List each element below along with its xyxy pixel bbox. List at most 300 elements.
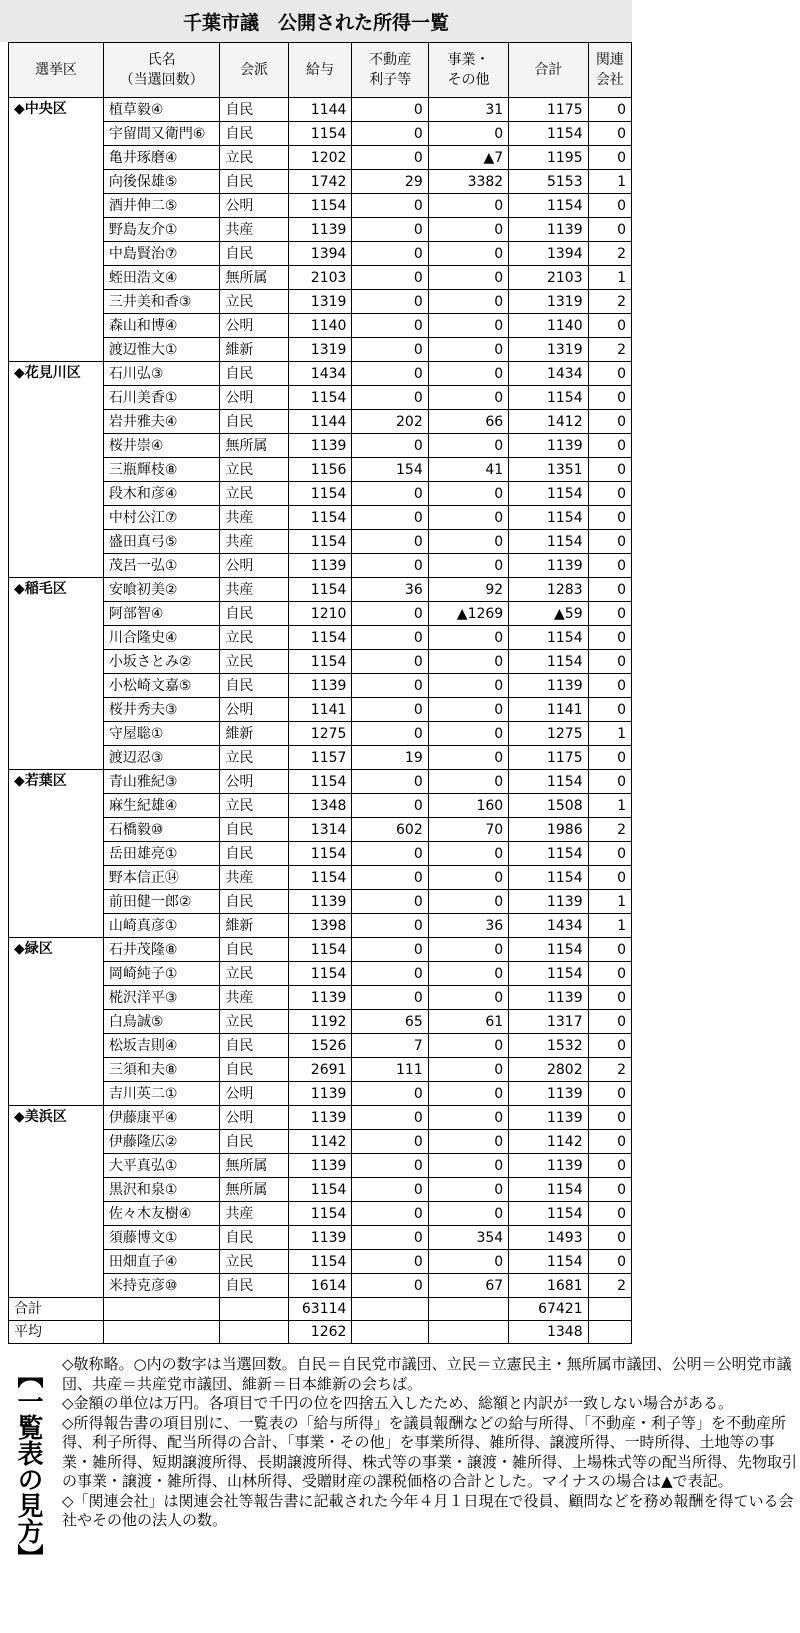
member-name-cell: 盛田真弓⑤ — [103, 530, 220, 554]
business-other-cell: 0 — [428, 1034, 508, 1058]
average-total: 1348 — [509, 1321, 588, 1344]
party-cell: 無所属 — [220, 266, 288, 290]
total-cell: 1532 — [509, 1034, 588, 1058]
total-empty-name — [103, 1298, 220, 1321]
real-estate-interest-cell: 0 — [352, 890, 428, 914]
business-other-cell: 354 — [428, 1226, 508, 1250]
party-cell: 維新 — [220, 338, 288, 362]
table-row — [9, 578, 632, 602]
legend-side-label: 【一覧表の見方】 — [13, 1362, 43, 1570]
total-cell: 1154 — [509, 842, 588, 866]
business-other-cell: 0 — [428, 362, 508, 386]
member-name-cell: 麻生紀雄④ — [103, 794, 220, 818]
related-companies-cell: 2 — [588, 242, 631, 266]
party-cell: 立民 — [220, 482, 288, 506]
party-cell: 公明 — [220, 698, 288, 722]
business-other-cell: 0 — [428, 338, 508, 362]
note-companies: ◇「関連会社」は関連会社等報告書に記載された今年４月１日現在で役員、顧問などを務め報酬を得ている会社やその他の法人の数。 — [62, 1491, 794, 1529]
party-cell: 自民 — [220, 242, 288, 266]
salary-cell: 1398 — [288, 914, 352, 938]
salary-cell: 1144 — [288, 98, 352, 122]
business-other-cell: 70 — [428, 818, 508, 842]
total-empty-companies — [588, 1298, 631, 1321]
party-cell: 公明 — [220, 194, 288, 218]
salary-cell: 1154 — [288, 626, 352, 650]
salary-cell: 1140 — [288, 314, 352, 338]
member-name-cell: 蛭田浩文④ — [103, 266, 220, 290]
total-cell: 1394 — [509, 242, 588, 266]
related-companies-cell: 0 — [588, 386, 631, 410]
party-cell: 立民 — [220, 962, 288, 986]
member-name-cell: 石川弘③ — [103, 362, 220, 386]
salary-cell: 1526 — [288, 1034, 352, 1058]
real-estate-interest-cell: 0 — [352, 362, 428, 386]
real-estate-interest-cell: 0 — [352, 386, 428, 410]
col-realestate-header — [352, 43, 428, 98]
total-cell: 1195 — [509, 146, 588, 170]
total-cell: 1681 — [509, 1274, 588, 1298]
total-cell: 1412 — [509, 410, 588, 434]
total-cell: 1154 — [509, 530, 588, 554]
total-cell: 1154 — [509, 506, 588, 530]
total-empty-business — [428, 1298, 508, 1321]
member-name-cell: 伊藤隆広② — [103, 1130, 220, 1154]
member-name-cell: 椛沢洋平③ — [103, 986, 220, 1010]
col-business-header — [428, 43, 508, 98]
business-other-cell: 66 — [428, 410, 508, 434]
related-companies-cell: 0 — [588, 122, 631, 146]
party-cell: 共産 — [220, 986, 288, 1010]
real-estate-interest-cell: 0 — [352, 914, 428, 938]
business-other-cell: 36 — [428, 914, 508, 938]
avg-empty-business — [428, 1321, 508, 1344]
header-row — [9, 43, 632, 98]
salary-cell: 1275 — [288, 722, 352, 746]
related-companies-cell: 0 — [588, 1082, 631, 1106]
real-estate-interest-cell: 602 — [352, 818, 428, 842]
member-name-cell: 須藤博文① — [103, 1226, 220, 1250]
real-estate-interest-cell: 0 — [352, 866, 428, 890]
party-cell: 公明 — [220, 386, 288, 410]
related-companies-cell: 1 — [588, 170, 631, 194]
real-estate-interest-cell: 29 — [352, 170, 428, 194]
member-name-cell: 阿部智④ — [103, 602, 220, 626]
total-cell: 1139 — [509, 986, 588, 1010]
table-row — [9, 938, 632, 962]
salary-cell: 1139 — [288, 1082, 352, 1106]
related-companies-cell: 0 — [588, 434, 631, 458]
salary-cell: 1139 — [288, 890, 352, 914]
real-estate-interest-cell: 0 — [352, 218, 428, 242]
member-name-cell: 三須和夫⑧ — [103, 1058, 220, 1082]
business-other-cell: 0 — [428, 674, 508, 698]
business-other-cell: 67 — [428, 1274, 508, 1298]
member-name-cell: 岩井雅夫④ — [103, 410, 220, 434]
salary-cell: 1154 — [288, 386, 352, 410]
salary-cell: 1139 — [288, 1226, 352, 1250]
related-companies-cell: 0 — [588, 1010, 631, 1034]
member-name-cell: 白鳥誠⑤ — [103, 1010, 220, 1034]
related-companies-cell: 2 — [588, 338, 631, 362]
salary-cell: 1154 — [288, 650, 352, 674]
business-other-cell: 0 — [428, 1106, 508, 1130]
total-cell: 1154 — [509, 1178, 588, 1202]
member-name-cell: 宇留間又衛門⑥ — [103, 122, 220, 146]
party-cell: 自民 — [220, 1058, 288, 1082]
member-name-cell: 小坂さとみ② — [103, 650, 220, 674]
ward-cell: ◆花見川区 — [9, 362, 104, 578]
total-cell: 1154 — [509, 626, 588, 650]
business-other-cell: 0 — [428, 386, 508, 410]
real-estate-interest-cell: 0 — [352, 794, 428, 818]
related-companies-cell: 0 — [588, 1106, 631, 1130]
member-name-cell: 田畑直子④ — [103, 1250, 220, 1274]
real-estate-interest-cell: 19 — [352, 746, 428, 770]
total-cell: 1175 — [509, 746, 588, 770]
real-estate-interest-cell: 0 — [352, 962, 428, 986]
business-other-cell: 0 — [428, 1130, 508, 1154]
business-other-cell: 0 — [428, 842, 508, 866]
member-name-cell: 吉川英二① — [103, 1082, 220, 1106]
total-cell: 1154 — [509, 1202, 588, 1226]
party-cell: 公明 — [220, 314, 288, 338]
party-cell: 共産 — [220, 866, 288, 890]
related-companies-cell: 0 — [588, 194, 631, 218]
business-other-cell: ▲1269 — [428, 602, 508, 626]
party-cell: 共産 — [220, 218, 288, 242]
related-companies-cell: 0 — [588, 314, 631, 338]
total-cell: 1317 — [509, 1010, 588, 1034]
salary-cell: 1156 — [288, 458, 352, 482]
business-other-cell: 0 — [428, 1082, 508, 1106]
total-cell: 2802 — [509, 1058, 588, 1082]
avg-empty-party — [220, 1321, 288, 1344]
real-estate-interest-cell: 0 — [352, 194, 428, 218]
real-estate-interest-cell: 7 — [352, 1034, 428, 1058]
total-cell: 1154 — [509, 122, 588, 146]
party-cell: 自民 — [220, 362, 288, 386]
salary-cell: 1157 — [288, 746, 352, 770]
real-estate-interest-cell: 0 — [352, 1082, 428, 1106]
real-estate-interest-cell: 0 — [352, 770, 428, 794]
related-companies-cell: 0 — [588, 506, 631, 530]
real-estate-interest-cell: 202 — [352, 410, 428, 434]
party-cell: 自民 — [220, 170, 288, 194]
party-cell: 公明 — [220, 1106, 288, 1130]
total-cell: 1141 — [509, 698, 588, 722]
related-companies-cell: 0 — [588, 146, 631, 170]
business-other-cell: 0 — [428, 434, 508, 458]
business-other-cell: 0 — [428, 1154, 508, 1178]
party-cell: 維新 — [220, 914, 288, 938]
salary-cell: 2103 — [288, 266, 352, 290]
member-name-cell: 佐々木友樹④ — [103, 1202, 220, 1226]
member-name-cell: 三瓶輝枝⑧ — [103, 458, 220, 482]
total-cell: 1434 — [509, 362, 588, 386]
real-estate-interest-cell: 0 — [352, 290, 428, 314]
business-other-cell: 0 — [428, 194, 508, 218]
total-cell: 1154 — [509, 1250, 588, 1274]
salary-cell: 1202 — [288, 146, 352, 170]
salary-cell: 1154 — [288, 770, 352, 794]
related-companies-cell: 0 — [588, 410, 631, 434]
related-companies-cell: 0 — [588, 1226, 631, 1250]
salary-cell: 1139 — [288, 1106, 352, 1130]
business-other-cell: 0 — [428, 938, 508, 962]
party-cell: 自民 — [220, 842, 288, 866]
related-companies-cell: 0 — [588, 746, 631, 770]
business-other-cell: 0 — [428, 626, 508, 650]
related-companies-cell: 0 — [588, 1178, 631, 1202]
member-name-cell: 石川美香① — [103, 386, 220, 410]
salary-cell: 1139 — [288, 1154, 352, 1178]
total-cell: 1154 — [509, 770, 588, 794]
salary-cell: 2691 — [288, 1058, 352, 1082]
business-other-cell: 0 — [428, 698, 508, 722]
business-other-cell: 0 — [428, 554, 508, 578]
real-estate-interest-cell: 0 — [352, 1178, 428, 1202]
notes — [62, 1355, 798, 1531]
real-estate-interest-cell: 0 — [352, 674, 428, 698]
real-estate-interest-cell: 0 — [352, 98, 428, 122]
party-cell: 無所属 — [220, 434, 288, 458]
member-name-cell: 植草毅④ — [103, 98, 220, 122]
business-other-cell: 0 — [428, 1202, 508, 1226]
party-cell: 自民 — [220, 1034, 288, 1058]
salary-cell: 1154 — [288, 482, 352, 506]
business-other-cell: 0 — [428, 218, 508, 242]
total-empty-realestate — [352, 1298, 428, 1321]
real-estate-interest-cell: 0 — [352, 626, 428, 650]
salary-cell: 1434 — [288, 362, 352, 386]
party-cell: 立民 — [220, 1250, 288, 1274]
total-cell: 1139 — [509, 1082, 588, 1106]
member-name-cell: 米持克彦⑩ — [103, 1274, 220, 1298]
salary-cell: 1210 — [288, 602, 352, 626]
total-salary: 63114 — [288, 1298, 352, 1321]
real-estate-interest-cell: 0 — [352, 266, 428, 290]
related-companies-cell: 2 — [588, 818, 631, 842]
related-companies-cell: 2 — [588, 1274, 631, 1298]
average-salary: 1262 — [288, 1321, 352, 1344]
real-estate-interest-cell: 0 — [352, 506, 428, 530]
party-cell: 自民 — [220, 1274, 288, 1298]
salary-cell: 1192 — [288, 1010, 352, 1034]
real-estate-interest-cell: 111 — [352, 1058, 428, 1082]
business-other-cell: 0 — [428, 890, 508, 914]
real-estate-interest-cell: 0 — [352, 1202, 428, 1226]
member-name-cell: 石橋毅⑩ — [103, 818, 220, 842]
real-estate-interest-cell: 0 — [352, 722, 428, 746]
business-other-cell: 0 — [428, 122, 508, 146]
party-cell: 公明 — [220, 770, 288, 794]
total-cell: 1434 — [509, 914, 588, 938]
real-estate-interest-cell: 0 — [352, 698, 428, 722]
member-name-cell: 中村公江⑦ — [103, 506, 220, 530]
ward-cell: ◆美浜区 — [9, 1106, 104, 1298]
col-business-header-text: 事業・ その他 — [447, 52, 490, 88]
member-name-cell: 桜井崇④ — [103, 434, 220, 458]
member-name-cell: 伊藤康平④ — [103, 1106, 220, 1130]
salary-cell: 1614 — [288, 1274, 352, 1298]
real-estate-interest-cell: 0 — [352, 842, 428, 866]
party-cell: 自民 — [220, 890, 288, 914]
party-cell: 自民 — [220, 674, 288, 698]
salary-cell: 1144 — [288, 410, 352, 434]
related-companies-cell: 0 — [588, 602, 631, 626]
salary-cell: 1154 — [288, 1202, 352, 1226]
related-companies-cell: 1 — [588, 914, 631, 938]
party-cell: 立民 — [220, 146, 288, 170]
related-companies-cell: 0 — [588, 626, 631, 650]
table-row — [9, 98, 632, 122]
salary-cell: 1154 — [288, 530, 352, 554]
ward-cell: ◆緑区 — [9, 938, 104, 1106]
total-cell: 1351 — [509, 458, 588, 482]
business-other-cell: 0 — [428, 746, 508, 770]
member-name-cell: 野本信正⑭ — [103, 866, 220, 890]
member-name-cell: 渡辺忍③ — [103, 746, 220, 770]
real-estate-interest-cell: 0 — [352, 338, 428, 362]
total-cell: 1508 — [509, 794, 588, 818]
party-cell: 公明 — [220, 1082, 288, 1106]
col-companies-header — [588, 43, 631, 98]
member-name-cell: 渡辺惟大① — [103, 338, 220, 362]
business-other-cell: 0 — [428, 650, 508, 674]
party-cell: 立民 — [220, 290, 288, 314]
related-companies-cell: 0 — [588, 218, 631, 242]
member-name-cell: 岳田雄亮① — [103, 842, 220, 866]
member-name-cell: 野島友介① — [103, 218, 220, 242]
real-estate-interest-cell: 0 — [352, 1106, 428, 1130]
member-name-cell: 青山雅紀③ — [103, 770, 220, 794]
related-companies-cell: 1 — [588, 794, 631, 818]
total-cell: 1140 — [509, 314, 588, 338]
related-companies-cell: 0 — [588, 1154, 631, 1178]
table-row — [9, 1106, 632, 1130]
real-estate-interest-cell: 0 — [352, 482, 428, 506]
party-cell: 無所属 — [220, 1178, 288, 1202]
related-companies-cell: 0 — [588, 482, 631, 506]
party-cell: 自民 — [220, 1226, 288, 1250]
related-companies-cell: 0 — [588, 362, 631, 386]
page-title: 千葉市議 公開された所得一覧 — [0, 0, 632, 42]
real-estate-interest-cell: 0 — [352, 122, 428, 146]
real-estate-interest-cell: 0 — [352, 986, 428, 1010]
party-cell: 自民 — [220, 1130, 288, 1154]
related-companies-cell: 2 — [588, 1058, 631, 1082]
business-other-cell: 61 — [428, 1010, 508, 1034]
salary-cell: 1154 — [288, 578, 352, 602]
average-label: 平均 — [9, 1321, 104, 1344]
table-row — [9, 770, 632, 794]
real-estate-interest-cell: 0 — [352, 602, 428, 626]
party-cell: 自民 — [220, 410, 288, 434]
col-name-header — [103, 43, 220, 98]
party-cell: 立民 — [220, 650, 288, 674]
total-row — [9, 1298, 632, 1321]
total-cell: 1986 — [509, 818, 588, 842]
ward-cell: ◆稲毛区 — [9, 578, 104, 770]
total-cell: ▲59 — [509, 602, 588, 626]
total-cell: 1142 — [509, 1130, 588, 1154]
income-table — [8, 42, 632, 1344]
business-other-cell: 0 — [428, 290, 508, 314]
salary-cell: 1319 — [288, 338, 352, 362]
salary-cell: 1394 — [288, 242, 352, 266]
related-companies-cell: 0 — [588, 674, 631, 698]
salary-cell: 1139 — [288, 674, 352, 698]
party-cell: 公明 — [220, 554, 288, 578]
real-estate-interest-cell: 0 — [352, 650, 428, 674]
party-cell: 自民 — [220, 122, 288, 146]
total-cell: 1275 — [509, 722, 588, 746]
total-cell: 1175 — [509, 98, 588, 122]
salary-cell: 1141 — [288, 698, 352, 722]
party-cell: 立民 — [220, 1010, 288, 1034]
total-cell: 2103 — [509, 266, 588, 290]
business-other-cell: 160 — [428, 794, 508, 818]
business-other-cell: 0 — [428, 962, 508, 986]
salary-cell: 1154 — [288, 506, 352, 530]
business-other-cell: 0 — [428, 770, 508, 794]
total-cell: 1319 — [509, 290, 588, 314]
related-companies-cell: 0 — [588, 1250, 631, 1274]
average-row — [9, 1321, 632, 1344]
salary-cell: 1139 — [288, 554, 352, 578]
business-other-cell: 0 — [428, 482, 508, 506]
salary-cell: 1742 — [288, 170, 352, 194]
business-other-cell: 3382 — [428, 170, 508, 194]
real-estate-interest-cell: 0 — [352, 434, 428, 458]
avg-empty-realestate — [352, 1321, 428, 1344]
real-estate-interest-cell: 0 — [352, 242, 428, 266]
business-other-cell: ▲7 — [428, 146, 508, 170]
total-cell: 1154 — [509, 482, 588, 506]
party-cell: 自民 — [220, 602, 288, 626]
related-companies-cell: 1 — [588, 266, 631, 290]
col-total-header: 合計 — [509, 43, 588, 98]
business-other-cell: 0 — [428, 314, 508, 338]
related-companies-cell: 0 — [588, 1130, 631, 1154]
total-cell: 1319 — [509, 338, 588, 362]
party-cell: 共産 — [220, 578, 288, 602]
total-cell: 1139 — [509, 890, 588, 914]
related-companies-cell: 0 — [588, 770, 631, 794]
related-companies-cell: 0 — [588, 866, 631, 890]
salary-cell: 1154 — [288, 842, 352, 866]
business-other-cell: 0 — [428, 506, 508, 530]
member-name-cell: 亀井琢磨④ — [103, 146, 220, 170]
business-other-cell: 0 — [428, 242, 508, 266]
party-cell: 立民 — [220, 746, 288, 770]
ward-cell: ◆中央区 — [9, 98, 104, 362]
total-cell: 1154 — [509, 650, 588, 674]
member-name-cell: 森山和博④ — [103, 314, 220, 338]
party-cell: 自民 — [220, 98, 288, 122]
real-estate-interest-cell: 0 — [352, 1130, 428, 1154]
member-name-cell: 山崎真彦① — [103, 914, 220, 938]
real-estate-interest-cell: 154 — [352, 458, 428, 482]
related-companies-cell: 0 — [588, 1202, 631, 1226]
member-name-cell: 黒沢和泉① — [103, 1178, 220, 1202]
salary-cell: 1348 — [288, 794, 352, 818]
business-other-cell: 0 — [428, 266, 508, 290]
salary-cell: 1154 — [288, 1178, 352, 1202]
related-companies-cell: 0 — [588, 698, 631, 722]
avg-empty-name — [103, 1321, 220, 1344]
related-companies-cell: 0 — [588, 650, 631, 674]
